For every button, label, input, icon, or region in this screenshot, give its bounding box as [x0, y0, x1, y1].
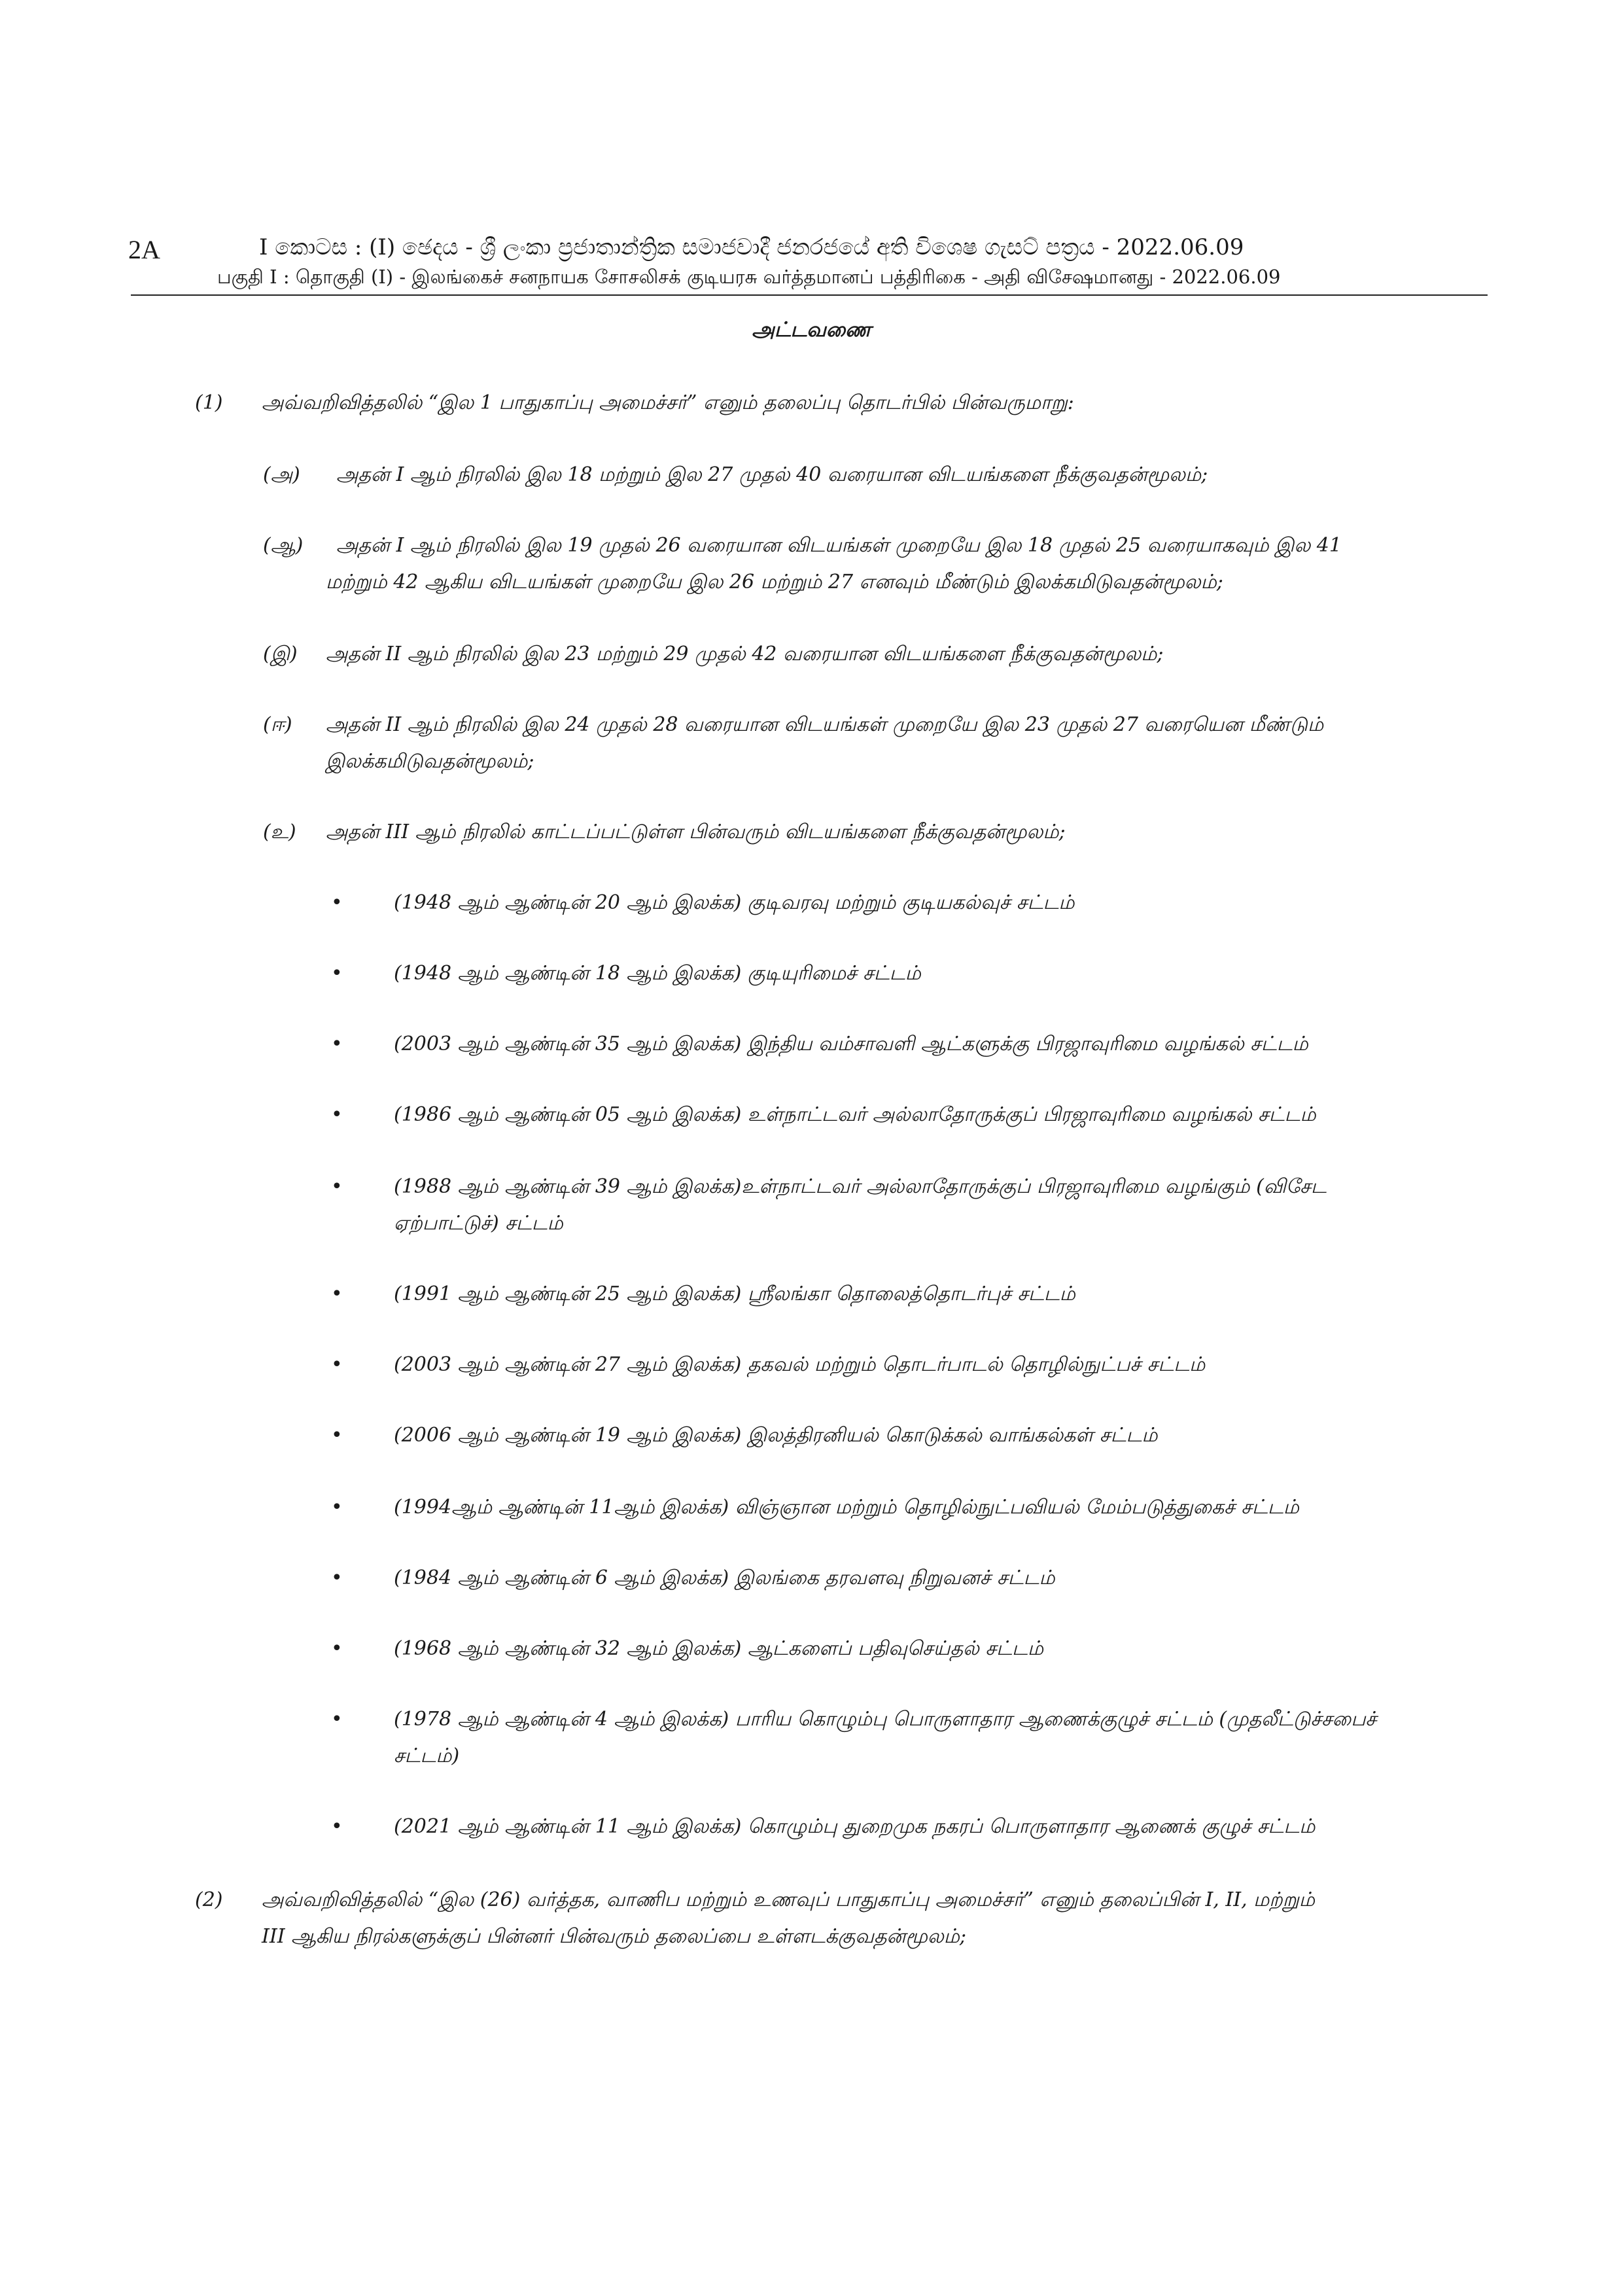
- act-title: (2006 ஆம் ஆண்டின் 19 ஆம் இலக்க) இலத்திரனியல் கொடுக்கல் வாங்கல்கள் சட்டம்: [394, 1424, 1158, 1447]
- page-number: 2A: [128, 235, 160, 264]
- header-rule: [131, 294, 1488, 296]
- sub-item-ii-marker: (ஈ): [263, 713, 292, 736]
- sub-item-i-marker: (இ): [263, 643, 298, 665]
- sub-item-i-text: அதன் II ஆம் நிரலில் இல 23 மற்றும் 29 முதல் 42 வரையான விடயங்களை நீக்குவதன்மூலம்;: [326, 643, 1164, 665]
- bullet-icon: •: [331, 1566, 343, 1589]
- bullet-icon: •: [331, 1496, 343, 1519]
- bullet-icon: •: [331, 962, 343, 985]
- sub-item-aa-line1: அதன் I ஆம் நிரலில் இல 19 முதல் 26 வரையான விடயங்கள் முறையே இல 18 முதல் 25 வரையாகவும் இல 41: [336, 534, 1342, 557]
- schedule-title: அட்டவணை: [752, 318, 871, 342]
- item-2-marker: (2): [195, 1888, 223, 1911]
- sub-item-ii-line2: இலக்கமிடுவதன்மூலம்;: [326, 750, 534, 773]
- item-2-line2: III ஆகிய நிரல்களுக்குப் பின்னர் பின்வரும் தலைப்பை உள்ளடக்குவதன்மூலம்;: [262, 1925, 966, 1948]
- act-title: (1984 ஆம் ஆண்டின் 6 ஆம் இலக்க) இலங்கை தரவளவு நிறுவனச் சட்டம்: [394, 1566, 1055, 1589]
- act-title: (1948 ஆம் ஆண்டின் 20 ஆம் இலக்க) குடிவரவு மற்றும் குடியகல்வுச் சட்டம்: [394, 891, 1075, 914]
- bullet-icon: •: [331, 1637, 343, 1660]
- bullet-icon: •: [331, 1103, 343, 1126]
- act-title-continued: ஏற்பாட்டுச்) சட்டம்: [394, 1212, 563, 1235]
- sub-item-aa-line2: மற்றும் 42 ஆகிய விடயங்கள் முறையே இல 26 மற்றும் 27 எனவும் மீண்டும் இலக்கமிடுவதன்மூலம்;: [326, 571, 1223, 593]
- gazette-header-tamil: பகுதி I : தொகுதி (I) - இலங்கைச் சனநாயக சோசலிசக் குடியரசு வர்த்தமானப் பத்திரிகை - அதி விசேஷமானது - 2022.06.09: [217, 266, 1281, 288]
- act-title: (2003 ஆம் ஆண்டின் 35 ஆம் இலக்க) இந்திய வம்சாவளி ஆட்களுக்கு பிரஜாவுரிமை வழங்கல் சட்டம்: [394, 1033, 1308, 1055]
- bullet-icon: •: [331, 891, 343, 914]
- act-title: (1991 ஆம் ஆண்டின் 25 ஆம் இலக்க) ஸ்ரீலங்கா தொலைத்தொடர்புச் சட்டம்: [394, 1282, 1075, 1305]
- sub-item-a-marker: (அ): [263, 463, 300, 486]
- item-1-marker: (1): [195, 391, 223, 414]
- act-title: (1978 ஆம் ஆண்டின் 4 ஆம் இலக்க) பாரிய கொழும்பு பொருளாதார ஆணைக்குழுச் சட்டம் (முதலீட்டுச்சபைச்: [394, 1708, 1377, 1731]
- act-title: (2021 ஆம் ஆண்டின் 11 ஆம் இலக்க) கொழும்பு துறைமுக நகரப் பொருளாதார ஆணைக் குழுச் சட்டம்: [394, 1815, 1316, 1838]
- sub-item-a-text: அதன் I ஆம் நிரலில் இல 18 மற்றும் இல 27 முதல் 40 வரையான விடயங்களை நீக்குவதன்மூலம்;: [336, 463, 1208, 486]
- bullet-icon: •: [331, 1353, 343, 1376]
- act-title: (1986 ஆம் ஆண்டின் 05 ஆம் இலக்க) உள்நாட்டவர் அல்லாதோருக்குப் பிரஜாவுரிமை வழங்கல் சட்டம்: [394, 1103, 1316, 1126]
- gazette-header-sinhala: I කොටස : (I) ඡෙදය - ශ්‍රී ලංකා ප්‍රජාතාන්ත්‍රික සමාජවාදී ජනරජයේ අති විශෙෂ ගැසට් පත්‍රය - 2022.06.09: [259, 234, 1244, 260]
- sub-item-u-text: அதன் III ஆம் நிரலில் காட்டப்பட்டுள்ள பின்வரும் விடயங்களை நீக்குவதன்மூலம்;: [326, 821, 1066, 843]
- item-2-line1: அவ்வறிவித்தலில் “இல (26) வர்த்தக, வாணிப மற்றும் உணவுப் பாதுகாப்பு அமைச்சர்” எனும் தலைப்பின் I, II, மற்றும்: [262, 1888, 1315, 1911]
- act-title: (2003 ஆம் ஆண்டின் 27 ஆம் இலக்க) தகவல் மற்றும் தொடர்பாடல் தொழில்நுட்பச் சட்டம்: [394, 1353, 1206, 1376]
- sub-item-aa-marker: (ஆ): [263, 534, 304, 557]
- sub-item-u-marker: (உ): [263, 821, 296, 843]
- bullet-icon: •: [331, 1033, 343, 1055]
- bullet-icon: •: [331, 1708, 343, 1731]
- bullet-icon: •: [331, 1282, 343, 1305]
- act-title: (1948 ஆம் ஆண்டின் 18 ஆம் இலக்க) குடியுரிமைச் சட்டம்: [394, 962, 921, 985]
- bullet-icon: •: [331, 1815, 343, 1838]
- bullet-icon: •: [331, 1424, 343, 1447]
- act-title: (1968 ஆம் ஆண்டின் 32 ஆம் இலக்க) ஆட்களைப் பதிவுசெய்தல் சட்டம்: [394, 1637, 1043, 1660]
- act-title: (1988 ஆம் ஆண்டின் 39 ஆம் இலக்க)உள்நாட்டவர் அல்லாதோருக்குப் பிரஜாவுரிமை வழங்கும் (விசேட: [394, 1175, 1327, 1198]
- act-title: (1994ஆம் ஆண்டின் 11ஆம் இலக்க) விஞ்ஞான மற்றும் தொழில்நுட்பவியல் மேம்படுத்துகைச் சட்டம்: [394, 1496, 1299, 1519]
- sub-item-ii-line1: அதன் II ஆம் நிரலில் இல 24 முதல் 28 வரையான விடயங்கள் முறையே இல 23 முதல் 27 வரையென மீண்டும்: [326, 713, 1324, 736]
- bullet-icon: •: [331, 1175, 343, 1198]
- act-title-continued: சட்டம்): [394, 1744, 460, 1767]
- item-1-text: அவ்வறிவித்தலில் “இல 1 பாதுகாப்பு அமைச்சர்” எனும் தலைப்பு தொடர்பில் பின்வருமாறு:: [262, 391, 1074, 414]
